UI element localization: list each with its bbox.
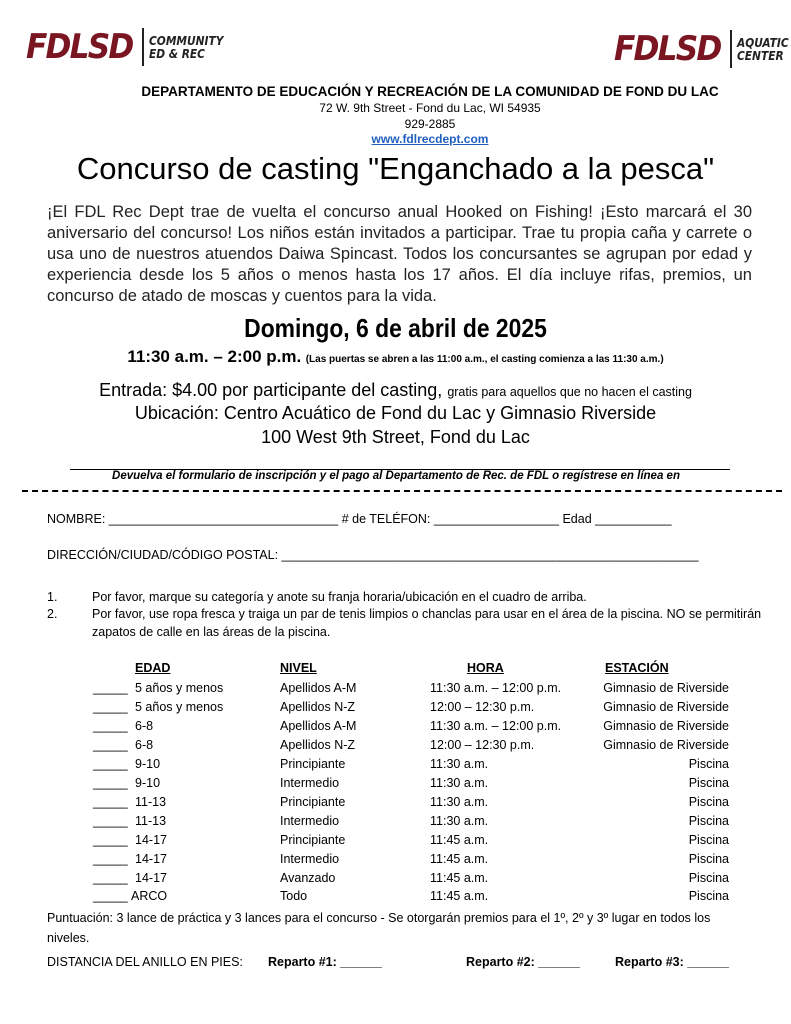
cell-estacion: Piscina — [688, 795, 729, 809]
cell-nivel: Avanzado — [280, 871, 336, 885]
entry-fee — [0, 380, 791, 401]
event-time-range: 11:30 a.m. – 2:00 p.m. — [127, 347, 302, 366]
location-line-1: Ubicación: Centro Acuático de Fond du Lac y Gimnasio Riverside — [134, 403, 657, 423]
scoring-rules: Puntuación: 3 lance de práctica y 3 lances para el concurso - Se otorgarán premios para el 1º, 2º y 3º lugar en todos los niveles. — [47, 911, 711, 945]
header-nivel: NIVEL — [280, 661, 317, 675]
checkbox-blank[interactable]: _____ — [93, 757, 128, 771]
cell-estacion: Gimnasio de Riverside — [603, 700, 729, 714]
entry-fee-text: Entrada: $4.00 por participante del casting, — [99, 380, 443, 400]
name-phone-age-field[interactable]: NOMBRE: _________________________________ # de TELÉFON: __________________ Edad ___________ — [47, 512, 672, 526]
cell-estacion: Piscina — [688, 757, 729, 771]
department-phone: 929-2885 — [404, 117, 456, 131]
cell-hora: 12:00 – 12:30 p.m. — [430, 700, 535, 714]
table-row — [0, 700, 791, 719]
checkbox-blank[interactable]: _____ — [93, 681, 128, 695]
event-date: Domingo, 6 de abril de 2025 — [244, 313, 547, 343]
cell-estacion: Gimnasio de Riverside — [603, 738, 729, 752]
event-time-note: (Las puertas se abren a las 11:00 a.m., el casting comienza a las 11:30 a.m.) — [305, 354, 664, 365]
header-hora: HORA — [467, 661, 504, 675]
table-row — [0, 852, 791, 871]
checkbox-blank[interactable]: _____ — [93, 814, 128, 828]
table-row — [0, 833, 791, 852]
logo-divider — [142, 28, 144, 66]
department-title: DEPARTAMENTO DE EDUCACIÓN Y RECREACIÓN DE LA COMUNIDAD DE FOND DU LAC — [141, 84, 719, 99]
cell-estacion: Piscina — [688, 871, 729, 885]
return-instructions: Devuelva el formulario de inscripción y el pago al Departamento de Rec. de FDL o regístrese en línea en — [112, 470, 680, 482]
cell-edad: 14-17 — [135, 871, 167, 885]
address-field[interactable]: DIRECCIÓN/CIUDAD/CÓDIGO POSTAL: ____________________________________________________________ — [47, 548, 699, 562]
cell-edad: 14-17 — [135, 852, 167, 866]
cell-nivel: Intermedio — [280, 852, 340, 866]
cell-edad: 5 años y menos — [135, 681, 224, 695]
cell-hora: 11:30 a.m. — [430, 757, 489, 771]
table-row — [0, 871, 791, 890]
cell-estacion: Gimnasio de Riverside — [603, 681, 729, 695]
table-row — [0, 776, 791, 795]
cell-estacion: Piscina — [688, 833, 729, 847]
cell-nivel: Apellidos N-Z — [280, 700, 356, 714]
cell-hora: 11:30 a.m. – 12:00 p.m. — [430, 681, 562, 695]
website-link[interactable]: www.fdlrecdept.com — [371, 132, 489, 146]
cell-edad: ARCO — [131, 889, 168, 903]
cell-hora: 11:30 a.m. – 12:00 p.m. — [430, 719, 562, 733]
cell-nivel: Principiante — [280, 833, 346, 847]
cell-edad: 6-8 — [135, 719, 154, 733]
cell-estacion: Piscina — [688, 852, 729, 866]
checkbox-blank[interactable]: _____ — [93, 700, 128, 714]
cell-estacion: Gimnasio de Riverside — [603, 719, 729, 733]
checkbox-blank[interactable]: _____ — [93, 719, 128, 733]
cell-hora: 11:30 a.m. — [430, 795, 489, 809]
aquatic-center-logo — [614, 30, 791, 68]
cell-nivel: Apellidos N-Z — [280, 738, 356, 752]
checkbox-blank[interactable]: _____ — [93, 738, 128, 752]
table-row — [0, 719, 791, 738]
cell-nivel: Intermedio — [280, 776, 340, 790]
logo-divider — [730, 30, 732, 68]
cell-nivel: Intermedio — [280, 814, 340, 828]
cell-nivel: Todo — [280, 889, 308, 903]
cell-estacion: Piscina — [688, 776, 729, 790]
cell-hora: 11:30 a.m. — [430, 814, 489, 828]
cell-hora: 11:45 a.m. — [430, 889, 489, 903]
checkbox-blank[interactable]: _____ — [93, 871, 128, 885]
department-address: 72 W. 9th Street - Fond du Lac, WI 54935 — [319, 101, 541, 115]
entry-fee-note: gratis para aquellos que no hacen el casting — [447, 385, 692, 399]
cell-edad: 9-10 — [135, 757, 161, 771]
instruction-number: 1. — [47, 590, 58, 604]
cell-estacion: Piscina — [688, 889, 729, 903]
logo-sub-line-2: ED & REC — [148, 46, 205, 61]
instruction-text: Por favor, marque su categoría y anote su franja horaria/ubicación en el cuadro de arriba. — [92, 590, 587, 604]
checkbox-blank[interactable]: _____ — [93, 852, 128, 866]
cell-edad: 6-8 — [135, 738, 154, 752]
cell-edad: 11-13 — [135, 795, 167, 809]
table-row — [0, 681, 791, 700]
table-row — [0, 795, 791, 814]
checkbox-blank[interactable]: _____ — [93, 889, 128, 903]
community-ed-rec-logo — [26, 28, 236, 66]
reparto-3-field[interactable]: Reparto #3: ______ — [615, 955, 729, 969]
cell-nivel: Principiante — [280, 757, 346, 771]
logo-sub-text — [149, 34, 223, 60]
cell-edad: 11-13 — [135, 814, 167, 828]
event-time — [0, 347, 791, 367]
cell-nivel: Principiante — [280, 795, 346, 809]
logo-main-text: FDLSD — [26, 27, 133, 67]
cell-edad: 5 años y menos — [135, 700, 224, 714]
cell-hora: 12:00 – 12:30 p.m. — [430, 738, 535, 752]
cell-nivel: Apellidos A-M — [280, 681, 357, 695]
table-row — [0, 757, 791, 776]
instruction-text: Por favor, use ropa fresca y traiga un par de tenis limpios o chanclas para usar en el área de la piscina. NO se permitirán zapatos de calle en las áreas de la piscina. — [92, 607, 762, 639]
cell-edad: 14-17 — [135, 833, 167, 847]
checkbox-blank[interactable]: _____ — [93, 795, 128, 809]
reparto-2-field[interactable]: Reparto #2: ______ — [466, 955, 580, 969]
event-title: Concurso de casting "Enganchado a la pesca" — [76, 151, 715, 186]
table-row — [0, 814, 791, 833]
logo-sub-line-1: AQUATIC — [736, 35, 789, 50]
distance-label: DISTANCIA DEL ANILLO EN PIES: — [47, 955, 243, 969]
cell-estacion: Piscina — [688, 814, 729, 828]
logo-sub-text — [737, 36, 789, 62]
header-estacion: ESTACIÓN — [605, 661, 669, 675]
table-row — [0, 738, 791, 757]
location-line-2: 100 West 9th Street, Fond du Lac — [261, 427, 530, 447]
event-intro: ¡El FDL Rec Dept trae de vuelta el concurso anual Hooked on Fishing! ¡Esto marcará el 30 aniversario del concurso! Los niños están invitados a participar. Trae tu propia caña y carrete o usa uno de nuestros atuendos Daiwa Spincast. Todos los concursantes se agrupan por edad y experiencia desde los 5 años o menos hasta los 17 años. El día incluye rifas, premios, un concurso de atado de moscas y cuentos para la vida. — [47, 203, 752, 305]
logo-main-text: FDLSD — [614, 29, 721, 69]
cell-hora: 11:45 a.m. — [430, 852, 489, 866]
logo-sub-line-2: CENTER — [736, 48, 784, 63]
cell-edad: 9-10 — [135, 776, 161, 790]
logo-sub-line-1: COMMUNITY — [148, 33, 224, 48]
table-row — [0, 889, 791, 908]
checkbox-blank[interactable]: _____ — [93, 833, 128, 847]
cell-hora: 11:30 a.m. — [430, 776, 489, 790]
cell-hora: 11:45 a.m. — [430, 871, 489, 885]
reparto-1-field[interactable]: Reparto #1: ______ — [268, 955, 382, 969]
cell-hora: 11:45 a.m. — [430, 833, 489, 847]
checkbox-blank[interactable]: _____ — [93, 776, 128, 790]
cut-line — [22, 490, 782, 492]
header-edad: EDAD — [135, 661, 171, 675]
cell-nivel: Apellidos A-M — [280, 719, 357, 733]
instruction-number: 2. — [47, 607, 58, 621]
